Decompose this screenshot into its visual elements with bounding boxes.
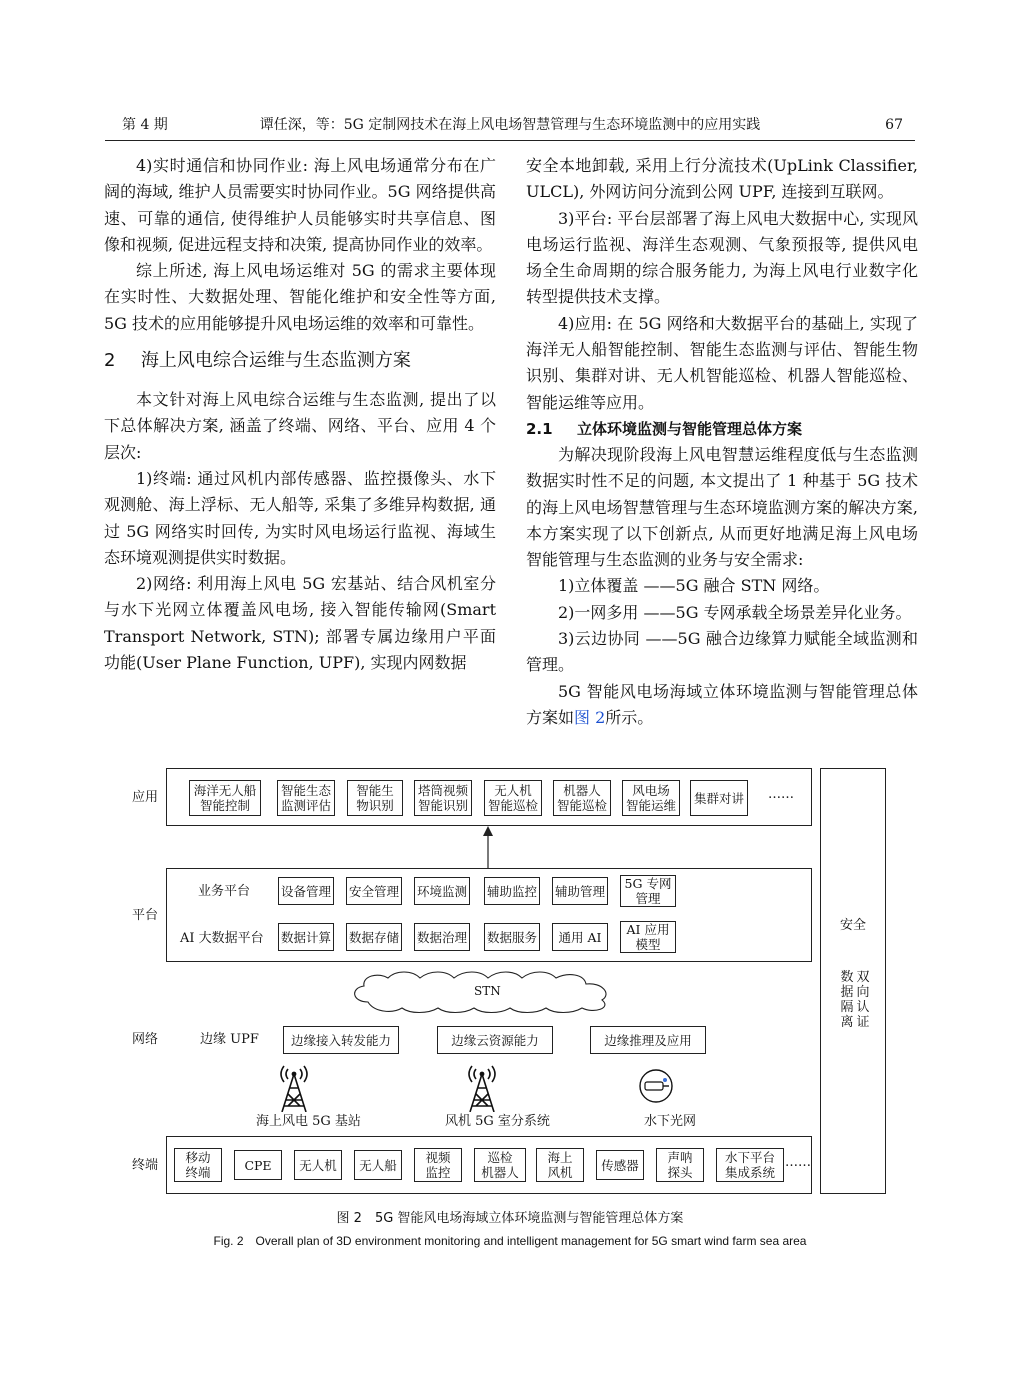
- paragraph: [526, 679, 918, 732]
- app-more: ……: [768, 787, 794, 802]
- net-box: 边缘云资源能力: [437, 1026, 553, 1054]
- station-label: 海上风电 5G 基站: [256, 1114, 361, 1129]
- app-box: 风电场 智能运维: [622, 780, 680, 816]
- subsection-title: 立体环境监测与智能管理总体方案: [577, 419, 803, 438]
- net-box: 边缘接入转发能力: [283, 1026, 399, 1054]
- terminal-box: 视频 监控: [414, 1148, 462, 1182]
- terminal-box: 巡检 机器人: [474, 1148, 526, 1182]
- section-number: 2: [104, 350, 116, 372]
- terminal-box: 无人船: [354, 1150, 402, 1180]
- section-title: 海上风电综合运维与生态监测方案: [140, 350, 411, 372]
- net-box: 边缘推理及应用: [590, 1026, 706, 1054]
- paragraph: 1)终端: 通过风机内部传感器、监控摄像头、水下观测舱、海上浮标、无人船等, 采集了多维异构数据, 通过 5G 网络实时回传, 为实时风电场运行监视、海域生态环境观测提供实时数据。: [104, 468, 496, 567]
- cell-tower-icon: [464, 1060, 500, 1112]
- layer-label-terminal: 终端: [132, 1158, 159, 1173]
- ai-box: 数据计算: [278, 923, 334, 951]
- terminal-box: 无人机: [294, 1150, 342, 1180]
- page-number: 67: [885, 117, 903, 133]
- terminal-box: 声呐 探头: [656, 1148, 704, 1182]
- right-column: [526, 153, 918, 731]
- subsection-heading: [526, 416, 918, 442]
- ai-box: 通用 AI: [552, 923, 608, 951]
- paragraph: 3)平台: 平台层部署了海上风电大数据中心, 实现风电场运行监视、海洋生态观测、气象预报等, 提供风电场全生命周期的综合服务能力, 为海上风电行业数字化转型提供技术支撑。: [526, 208, 918, 307]
- list-item: 2)一网多用 ——5G 专网承载全场景差异化业务。: [558, 602, 912, 622]
- station-label: 水下光网: [644, 1114, 697, 1129]
- security-item: 数据隔离: [840, 970, 854, 1030]
- station-label: 风机 5G 室分系统: [445, 1114, 550, 1129]
- terminal-box: 水下平台 集成系统: [716, 1148, 784, 1182]
- paragraph: 为解决现阶段海上风电智慧运维程度低与生态监测数据实时性不足的问题, 本文提出了 1 种基于 5G 技术的海上风电场智慧管理与生态环境监测方案的解决方案, 本方案实现了以下创新点, 从而更好地满足海上风电场智能管理与生态监测的业务与安全需求:: [526, 444, 918, 570]
- security-label: 安全: [840, 918, 867, 933]
- figure-caption-cn: 图 2 5G 智能风电场海域立体环境监测与智能管理总体方案: [336, 1211, 684, 1226]
- layer-label-network: 网络: [132, 1032, 159, 1047]
- ai-platform-label: AI 大数据平台: [180, 931, 264, 946]
- ai-box: AI 应用 模型: [620, 921, 676, 953]
- app-box: 机器人 智能巡检: [553, 780, 611, 816]
- paragraph: 2)网络: 利用海上风电 5G 宏基站、结合风机室分与水下光网立体覆盖风电场, 接入智能传输网(Smart Transport Network, STN); 部署专属边缘用户平面功能(User Plane Function, UPF), 实现内网数据: [104, 574, 496, 673]
- paragraph: 安全本地卸载, 采用上行分流技术(UpLink Classifier, ULCL), 外网访问分流到公网 UPF, 连接到互联网。: [526, 156, 918, 202]
- terminal-box: 移动 终端: [174, 1148, 222, 1182]
- layer-label-app: 应用: [132, 790, 159, 805]
- layer-label-platform: 平台: [132, 908, 159, 923]
- running-title: 谭任深，等：5G 定制网技术在海上风电场智慧管理与生态环境监测中的应用实践: [259, 117, 761, 133]
- stn-label: STN: [474, 984, 501, 998]
- app-box: 海洋无人船 智能控制: [189, 780, 261, 816]
- figure-link[interactable]: 图 2: [574, 707, 606, 727]
- biz-box: 设备管理: [278, 877, 334, 905]
- app-box: 智能生 物识别: [347, 780, 403, 816]
- paragraph: 4)实时通信和协同作业: 海上风电场通常分布在广阔的海域, 维护人员需要实时协同作业。5G 网络提供高速、可靠的通信, 使得维护人员能够实时共享信息、图像和视频, 促进远程支持和决策, 提高协同作业的效率。: [104, 156, 496, 254]
- ai-box: 数据存储: [346, 923, 402, 951]
- cell-tower-icon: [276, 1060, 312, 1112]
- up-arrow-icon: [480, 826, 496, 868]
- issue-number: 第 4 期: [122, 117, 168, 133]
- header-rule: [105, 140, 915, 141]
- terminal-box: 传感器: [596, 1150, 644, 1180]
- left-column: [104, 153, 496, 676]
- list-item: 1)立体覆盖 ——5G 融合 STN 网络。: [558, 576, 830, 596]
- app-box: 智能生态 监测评估: [277, 780, 335, 816]
- figure-caption-en: Fig. 2 Overall plan of 3D environment monitoring and intelligent management for 5G smart wind farm sea area: [213, 1234, 807, 1248]
- section-heading: [104, 346, 496, 376]
- ai-box: 数据服务: [484, 923, 540, 951]
- biz-box: 辅助管理: [552, 877, 608, 905]
- biz-platform-label: 业务平台: [198, 884, 251, 899]
- figure-ref-tail: 所示。: [605, 707, 654, 727]
- terminal-more: ……: [785, 1155, 811, 1170]
- app-box: 集群对讲: [690, 780, 748, 816]
- running-header: [105, 112, 915, 138]
- list-item: 3)云边协同 ——5G 融合边缘算力赋能全域监测和管理。: [526, 629, 918, 675]
- terminal-box: 海上 风机: [536, 1148, 584, 1182]
- biz-box: 安全管理: [346, 877, 402, 905]
- terminal-box: CPE: [234, 1150, 282, 1180]
- ai-box: 数据治理: [414, 923, 470, 951]
- paragraph: 4)应用: 在 5G 网络和大数据平台的基础上, 实现了海洋无人船智能控制、智能生态监测与评估、智能生物识别、集群对讲、无人机智能巡检、机器人智能巡检、智能运维等应用。: [526, 313, 918, 412]
- security-item: 双向认证: [856, 970, 870, 1030]
- figure-ref-text: 5G 智能风电场海域立体环境监测与智能管理总体方案如: [526, 681, 918, 727]
- app-box: 无人机 智能巡检: [484, 780, 542, 816]
- optical-network-icon: [638, 1068, 674, 1104]
- app-box: 塔筒视频 智能识别: [414, 780, 472, 816]
- paragraph: 本文针对海上风电综合运维与生态监测, 提出了以下总体解决方案, 涵盖了终端、网络、平台、应用 4 个层次:: [104, 390, 496, 462]
- biz-box: 环境监测: [414, 877, 470, 905]
- subsection-number: 2.1: [526, 419, 553, 438]
- biz-box: 辅助监控: [484, 877, 540, 905]
- edge-upf-label: 边缘 UPF: [200, 1032, 259, 1047]
- biz-box: 5G 专网 管理: [620, 875, 676, 907]
- paragraph: 综上所述, 海上风电场运维对 5G 的需求主要体现在实时性、大数据处理、智能化维护和安全性等方面, 5G 技术的应用能够提升风电场运维的效率和可靠性。: [104, 261, 496, 333]
